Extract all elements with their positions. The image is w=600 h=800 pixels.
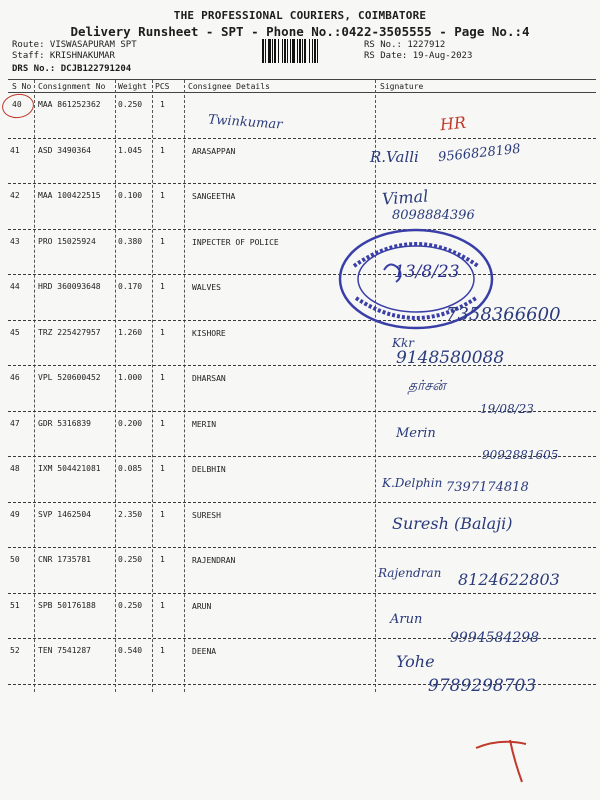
row-consignment-no: SVP 1462504 (38, 509, 91, 519)
signature-52: Yohe (396, 652, 435, 671)
col-weight: Weight (118, 82, 147, 91)
row-consignment-no: GDR 5316839 (38, 418, 91, 428)
signature-49: Suresh (Balaji) (392, 514, 513, 533)
signature-41: R.Valli (370, 148, 419, 166)
row-pcs: 1 (160, 464, 165, 473)
footer-mark (0, 0, 1, 1)
signature-46: தர்சன் (408, 378, 446, 394)
row-consignee: INPECTER OF POLICE (192, 237, 279, 247)
row-consignee: ARUN (192, 601, 212, 611)
row-consignee: DHARSAN (192, 374, 226, 383)
row-sno: 51 (10, 600, 20, 610)
row-sno: 42 (10, 191, 20, 200)
row-sno: 46 (10, 373, 20, 382)
row-consignment-no: VPL 520600452 (38, 373, 101, 382)
row-sno: 40 (12, 100, 22, 109)
phone-42: 8098884396 (392, 208, 475, 223)
row-weight: 0.250 (118, 600, 143, 610)
row-consignment-no: SPB 50176188 (38, 600, 96, 610)
row-pcs: 1 (160, 100, 165, 109)
phone-48: 7397174818 (446, 480, 529, 495)
barcode (262, 39, 354, 63)
row-divider (8, 183, 596, 184)
col-consignee: Consignee Details (188, 82, 270, 91)
row-sno: 45 (10, 327, 20, 337)
row-pcs: 1 (160, 327, 165, 337)
row-weight: 2.350 (118, 509, 143, 519)
row-pcs: 1 (160, 509, 165, 519)
row-consignee: KISHORE (192, 328, 226, 338)
signature-48: K.Delphin (382, 476, 443, 490)
signature-40: Twinkumar (207, 112, 283, 133)
row-weight: 1.045 (118, 145, 143, 155)
row-weight: 0.540 (118, 646, 143, 655)
col-separator (184, 80, 185, 692)
circle-mark (0, 92, 35, 120)
row-pcs: 1 (160, 282, 165, 291)
route-label: Route: VISWASAPURAM SPT (12, 40, 137, 50)
row-pcs: 1 (160, 600, 165, 610)
col-sno: S No (12, 82, 32, 91)
signature-47: Merin (396, 426, 436, 441)
runsheet-subtitle: Delivery Runsheet - SPT - Phone No.:0422-3505555 - Page No.:4 (70, 24, 530, 39)
row-sno: 48 (10, 464, 20, 473)
row-sno: 49 (10, 509, 20, 519)
row-consignee: DEENA (192, 647, 217, 656)
phone-50: 8124622803 (458, 570, 560, 589)
row-sno: 44 (10, 282, 20, 291)
row-weight: 0.380 (118, 236, 143, 246)
row-consignee: SURESH (192, 510, 221, 520)
col-separator (34, 80, 35, 692)
rs-number: RS No.: 1227912 (364, 40, 446, 50)
phone-45: 9148580088 (396, 348, 505, 368)
row-consignment-no: MAA 861252362 (38, 100, 101, 109)
row-divider (8, 502, 596, 503)
row-divider (8, 274, 596, 275)
row-divider (8, 229, 596, 230)
row-sno: 47 (10, 418, 20, 428)
row-weight: 0.170 (118, 282, 143, 291)
staff-label: Staff: KRISHNAKUMAR (12, 51, 115, 61)
phone-41: 9566828198 (437, 141, 522, 166)
drs-number: DRS No.: DCJB122791204 (12, 64, 132, 74)
row-pcs: 1 (160, 646, 165, 655)
signature-50: Rajendran (378, 566, 442, 580)
row-pcs: 1 (160, 191, 165, 200)
row-sno: 52 (10, 646, 20, 655)
row-weight: 0.085 (118, 464, 143, 473)
barcode-bar (318, 39, 320, 63)
row-weight: 1.000 (118, 373, 143, 382)
phone-44: 7358366600 (446, 304, 561, 325)
row-consignee: WALVES (192, 283, 221, 292)
row-consignment-no: ASD 3490364 (38, 145, 91, 155)
date-46: 19/08/23 (480, 402, 534, 416)
row-sno: 41 (10, 145, 20, 155)
phone-51: 9994584298 (450, 630, 540, 646)
row-consignment-no: TEN 7541287 (38, 646, 91, 655)
signature-51: Arun (390, 612, 423, 627)
row-consignee: MERIN (192, 419, 217, 429)
rs-date: RS Date: 19-Aug-2023 (364, 51, 473, 61)
row-consignment-no: MAA 100422515 (38, 191, 101, 200)
row-pcs: 1 (160, 236, 165, 246)
col-separator (115, 80, 116, 692)
col-separator (375, 80, 376, 692)
row-consignment-no: HRD 360093648 (38, 282, 101, 291)
col-signature: Signature (380, 82, 424, 91)
row-divider (8, 593, 596, 594)
row-pcs: 1 (160, 145, 165, 155)
row-consignment-no: TRZ 225427957 (38, 327, 101, 337)
signature-45: Kkr (392, 336, 414, 350)
signature-42: Vimal (381, 186, 429, 209)
row-weight: 0.250 (118, 555, 143, 564)
row-sno: 43 (10, 236, 20, 246)
row-pcs: 1 (160, 555, 165, 564)
row-weight: 0.100 (118, 191, 143, 200)
row-pcs: 1 (160, 373, 165, 382)
row-pcs: 1 (160, 418, 165, 428)
col-consignment: Consignment No (38, 82, 106, 91)
phone-52: 9789298703 (428, 676, 537, 696)
row-consignee: ARASAPPAN (192, 146, 236, 156)
header-bottom-rule (8, 92, 596, 93)
red-tick-mark (470, 730, 540, 790)
phone-47: 9092881605 (482, 448, 559, 462)
signature-40-mark: HR (439, 112, 467, 135)
row-divider (8, 365, 596, 366)
row-consignment-no: CNR 1735781 (38, 555, 91, 564)
row-consignment-no: PRO 15025924 (38, 236, 96, 246)
row-weight: 1.260 (118, 327, 143, 337)
row-consignee: DELBHIN (192, 465, 226, 474)
row-consignee: SANGEETHA (192, 192, 236, 201)
row-consignee: RAJENDRAN (192, 556, 236, 565)
row-divider (8, 138, 596, 139)
col-pcs: PCS (155, 82, 170, 91)
row-weight: 0.250 (118, 100, 143, 109)
row-weight: 0.200 (118, 418, 143, 428)
header-top-rule (8, 79, 596, 80)
col-separator (152, 80, 153, 692)
company-title: THE PROFESSIONAL COURIERS, COIMBATORE (173, 9, 427, 22)
row-sno: 50 (10, 555, 20, 564)
row-divider (8, 547, 596, 548)
stamp-date: 13/8/23 (394, 262, 460, 282)
row-consignment-no: IXM 504421081 (38, 464, 101, 473)
